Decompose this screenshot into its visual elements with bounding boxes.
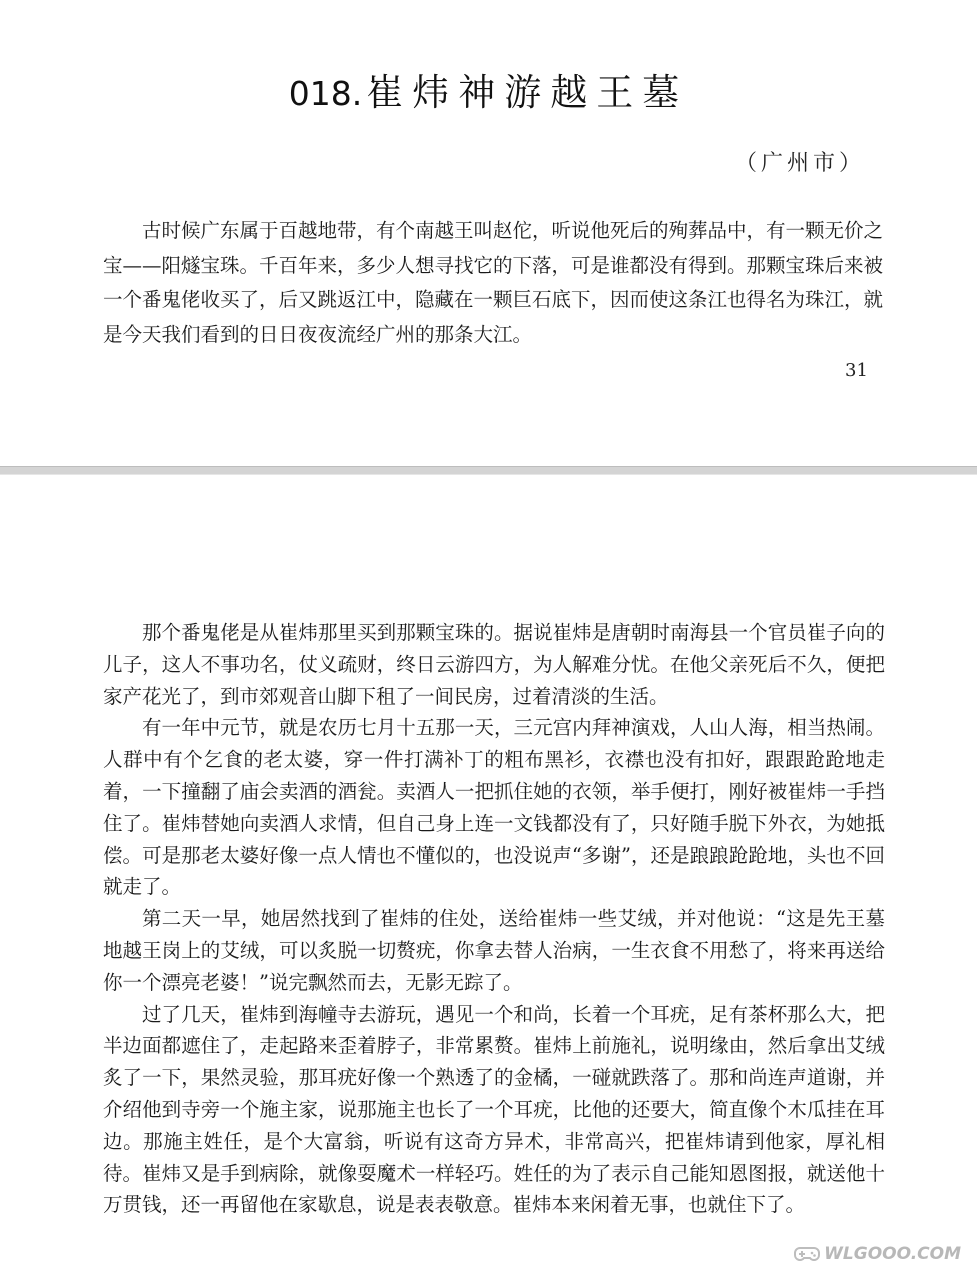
page-number: 31 — [845, 360, 868, 381]
story-title — [0, 62, 977, 116]
top-page — [0, 0, 977, 466]
bottom-page — [0, 475, 977, 1274]
intro-paragraph: 古时候广东属于百越地带，有个南越王叫赵佗，听说他死后的殉葬品中，有一颗无价之宝——阳燧宝珠。千百年来，多少人想寻找它的下落，可是谁都没有得到。那颗宝珠后来被一个番鬼佬收买了，后又跳返江中，隐藏在一颗巨石底下，因而使这条江也得名为珠江，就是今天我们看到的日日夜夜流经广州的那条大江。 — [103, 219, 884, 346]
story-title-text: 崔炜神游越王墓 — [366, 71, 689, 114]
story-number: 018. — [288, 74, 363, 113]
body-paragraph: 第二天一早，她居然找到了崔炜的住处，送给崔炜一些艾绒，并对他说：“这是先王墓地越王岗上的艾绒，可以炙脱一切赘疣，你拿去替人治病，一生衣食不用愁了，将来再送给你一个漂亮老婆！”说完飘然而去，无影无踪了。 — [103, 907, 885, 994]
watermark-text: WLGOOO.COM — [824, 1244, 961, 1264]
story-location: （广州市） — [734, 151, 865, 176]
body-text — [103, 617, 885, 1221]
body-paragraph: 那个番鬼佬是从崔炜那里买到那颗宝珠的。据说崔炜是唐朝时南海县一个官员崔子向的儿子，这人不事功名，仗义疏财，终日云游四方，为人解难分忧。在他父亲死后不久，便把家产花光了，到市郊观音山脚下租了一间民房，过着清淡的生活。 — [103, 621, 885, 708]
site-watermark — [790, 1242, 965, 1266]
body-paragraph: 过了几天，崔炜到海幢寺去游玩，遇见一个和尚，长着一个耳疣，足有茶杯那么大，把半边面都遮住了，走起路来歪着脖子，非常累赘。崔炜上前施礼，说明缘由，然后拿出艾绒炙了一下，果然灵验，那耳疣好像一个熟透了的金橘，一碰就跌落了。那和尚连声道谢，并介绍他到寺旁一个施主家，说那施主也长了一个耳疣，比他的还要大，简直像个木瓜挂在耳边。那施主姓任，是个大富翁，听说有这奇方异术，非常高兴，把崔炜请到他家，厚礼相待。崔炜又是手到病除，就像耍魔术一样轻巧。姓任的为了表示自己能知恩图报，就送他十万贯钱，还一再留他在家歇息，说是表表敬意。崔炜本来闲着无事，也就住下了。 — [103, 1002, 885, 1217]
gamepad-icon — [794, 1245, 820, 1263]
page-separator — [0, 466, 977, 475]
body-paragraph: 有一年中元节，就是农历七月十五那一天，三元宫内拜神演戏，人山人海，相当热闹。人群中有个乞食的老太婆，穿一件打满补丁的粗布黑衫，衣襟也没有扣好，跟跟跄跄地走着，一下撞翻了庙会卖酒的酒瓮。卖酒人一把抓住她的衣领，举手便打，刚好被崔炜一手挡住了。崔炜替她向卖酒人求情，但自己身上连一文钱都没有了，只好随手脱下外衣，为她抵偿。可是那老太婆好像一点人情也不懂似的，也没说声“多谢”，还是踉踉跄跄地，头也不回就走了。 — [103, 716, 885, 899]
